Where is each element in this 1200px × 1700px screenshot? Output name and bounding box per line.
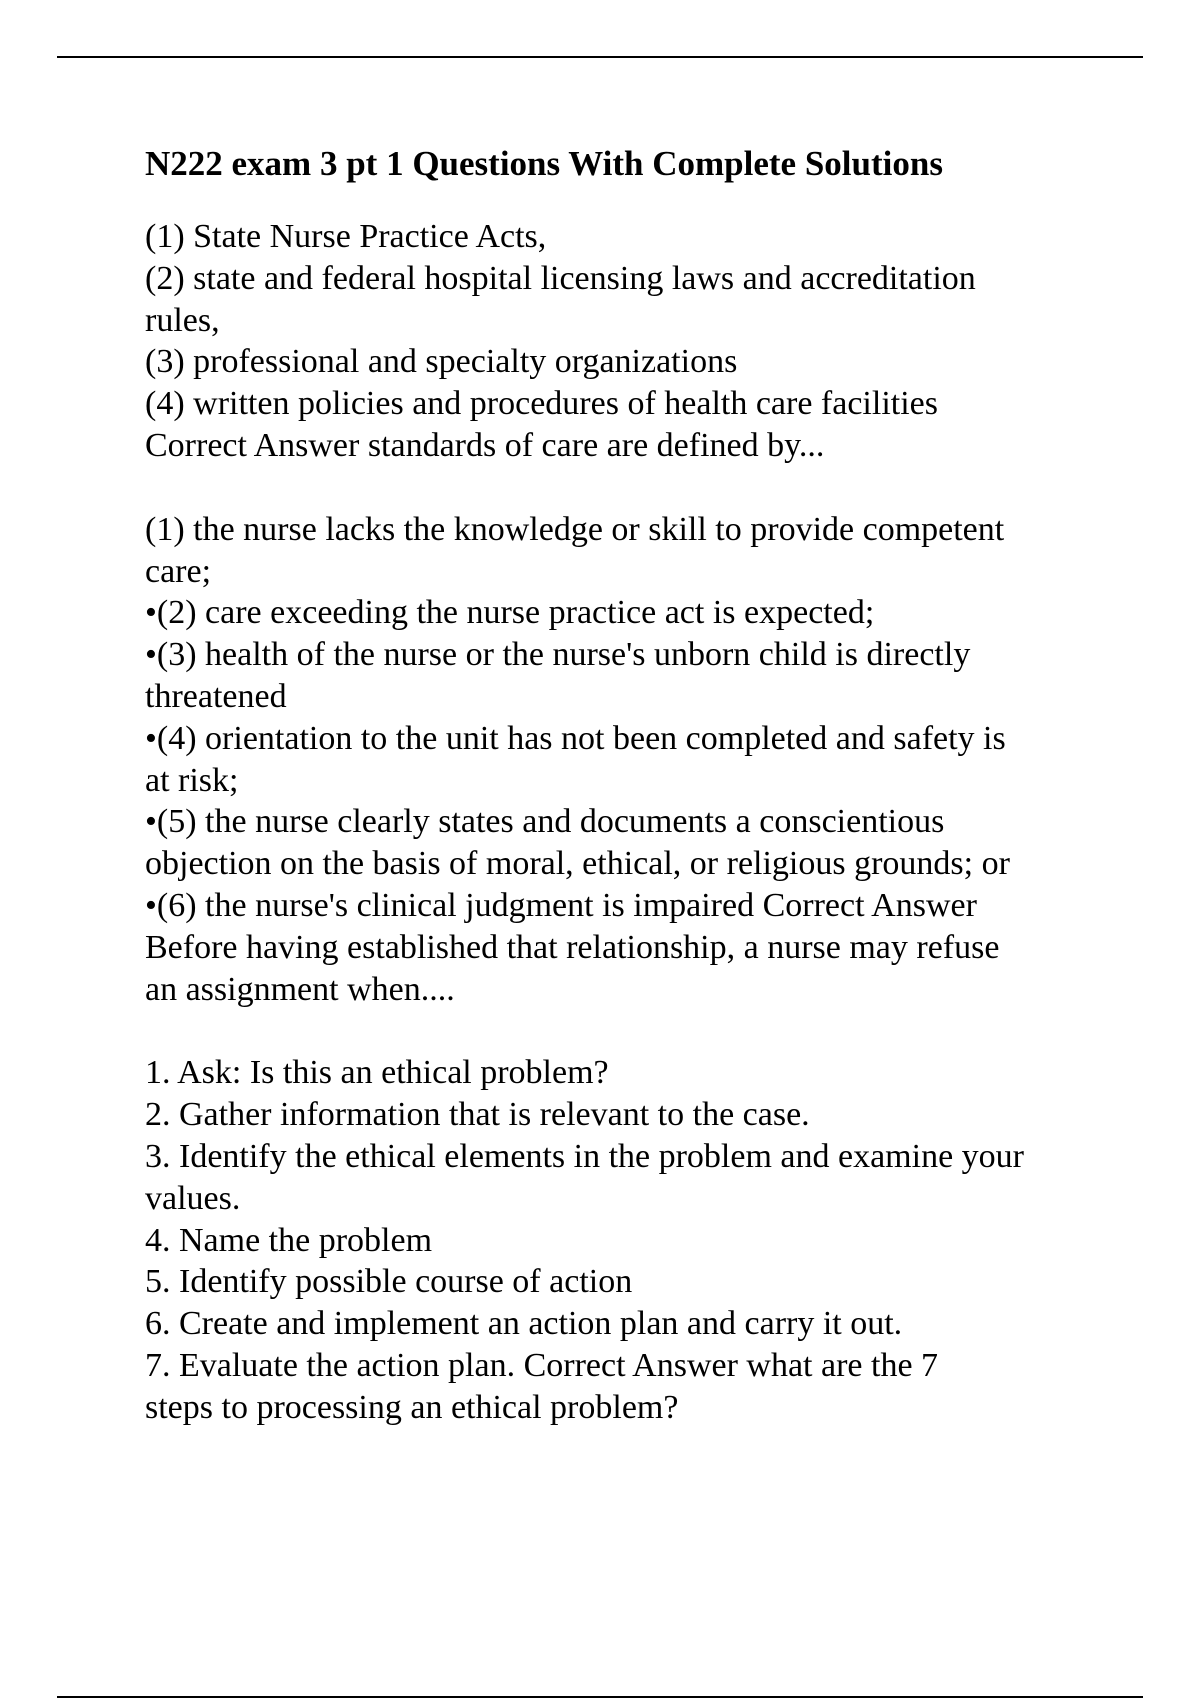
text-line: rules,	[145, 301, 220, 339]
text-line: (2) state and federal hospital licensing laws and accreditation	[145, 259, 976, 297]
text-line: 3. Identify the ethical elements in the problem and examine your	[145, 1137, 1024, 1175]
text-line: at risk;	[145, 761, 239, 799]
text-line: Before having established that relationship, a nurse may refuse	[145, 928, 1000, 966]
text-line: •(5) the nurse clearly states and documents a conscientious	[145, 803, 945, 841]
text-line: •(4) orientation to the unit has not been completed and safety is	[145, 719, 1006, 757]
qa-block-refuse-assignment	[145, 509, 1095, 1011]
text-line: 6. Create and implement an action plan and carry it out.	[145, 1305, 903, 1343]
text-line: 7. Evaluate the action plan. Correct Answer what are the 7	[145, 1346, 939, 1384]
page-title: N222 exam 3 pt 1 Questions With Complete Solutions	[145, 144, 943, 183]
text-line: (3) professional and specialty organizations	[145, 343, 738, 381]
text-line: objection on the basis of moral, ethical, or religious grounds; or	[145, 845, 1010, 883]
text-line: 2. Gather information that is relevant to the case.	[145, 1096, 810, 1134]
top-divider	[57, 56, 1143, 58]
bottom-divider	[57, 1696, 1143, 1698]
qa-block-standards-of-care	[145, 216, 1095, 467]
text-line: •(2) care exceeding the nurse practice act is expected;	[145, 594, 875, 632]
document-page	[145, 141, 1095, 1471]
text-line: 5. Identify possible course of action	[145, 1263, 633, 1301]
text-line: 4. Name the problem	[145, 1221, 433, 1259]
text-line: steps to processing an ethical problem?	[145, 1388, 679, 1426]
text-line: (1) the nurse lacks the knowledge or skill to provide competent	[145, 510, 1005, 548]
text-line: 1. Ask: Is this an ethical problem?	[145, 1054, 609, 1092]
text-line: •(3) health of the nurse or the nurse's unborn child is directly	[145, 636, 971, 674]
text-line: an assignment when....	[145, 970, 455, 1008]
qa-block-ethical-problem-steps	[145, 1052, 1095, 1428]
text-line: •(6) the nurse's clinical judgment is impaired Correct Answer	[145, 886, 977, 924]
text-line: (4) written policies and procedures of health care facilities	[145, 385, 938, 423]
text-line: care;	[145, 552, 212, 590]
text-line: (1) State Nurse Practice Acts,	[145, 218, 547, 255]
text-line: values.	[145, 1179, 241, 1217]
text-line: threatened	[145, 677, 287, 715]
text-line: Correct Answer standards of care are defined by...	[145, 426, 825, 464]
